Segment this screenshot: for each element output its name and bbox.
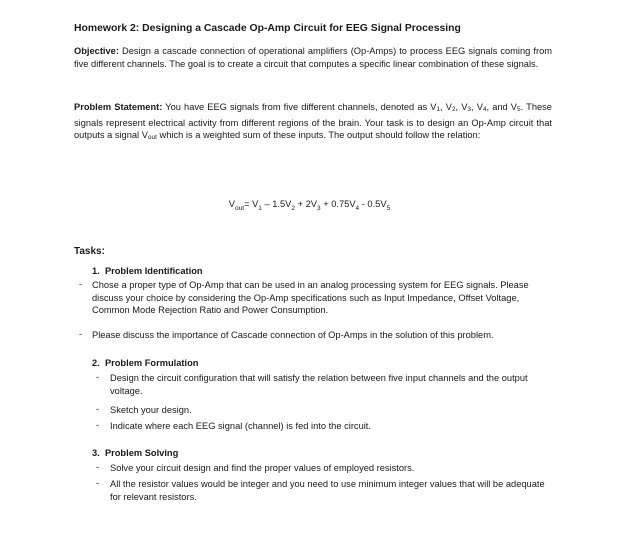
section-3-heading xyxy=(92,448,178,458)
eq-sign-3: + xyxy=(295,199,306,209)
eq-coef-2: 1.5 xyxy=(272,199,286,209)
list-item: Sketch your design. xyxy=(110,405,192,415)
section-2-number: 2. xyxy=(92,358,100,368)
list-item: Please discuss the importance of Cascade connection of Op-Amps in the solution of this problem. xyxy=(92,330,494,340)
eq-lhs-sub: out xyxy=(235,204,245,212)
list-item: Solve your circuit design and find the proper values of employed resistors. xyxy=(110,463,415,473)
eq-sign-4: + xyxy=(320,199,332,209)
section-1-number: 1. xyxy=(92,266,100,276)
section-1-heading xyxy=(92,266,203,276)
list-item: Indicate where each EEG signal (channel) is fed into the circuit. xyxy=(110,421,371,431)
section-3-title: Problem Solving xyxy=(104,448,179,458)
objective-text: Design a cascade connection of operational amplifiers (Op-Amps) to process EEG signals coming from five different channels. The goal is to create a circuit that computes a specific linear combination of these signals. xyxy=(74,46,552,69)
eq-lhs: V xyxy=(228,199,235,209)
problem-statement-label: Problem Statement: xyxy=(74,102,163,112)
eq-sub-3: 3 xyxy=(316,204,321,212)
bullet-dash: - xyxy=(96,420,100,430)
eq-coef-5: 0.5 xyxy=(367,199,381,209)
bullet-dash: - xyxy=(79,329,83,339)
bullet-dash: - xyxy=(96,478,100,488)
list-item: Design the circuit configuration that will satisfy the relation between five input channels and the output voltage. xyxy=(110,373,528,396)
list-item: Chose a proper type of Op-Amp that can be used in an analog processing system for EEG signals. Please discuss your choice by considering the Op-Amp specifications such as Input Impedance, Offset Voltage, Common Mode Rejection Ratio and Power Consumption. xyxy=(92,280,529,316)
tasks-heading: Tasks: xyxy=(74,246,105,257)
out-sub: out xyxy=(147,134,157,142)
objective-paragraph xyxy=(74,45,552,70)
eq-sub-2: 2 xyxy=(291,204,295,212)
section-2-title: Problem Formulation xyxy=(104,358,199,368)
problem-text-b: . These signals represent electrical activity from different regions of the brain. Your task is to design an Op-Amp circuit that outputs a signal V xyxy=(74,102,552,141)
eq-sign-5: - xyxy=(359,199,368,209)
problem-statement-paragraph: Problem Statement: You have EEG signals from five different channels, denoted as V1, V2, V3, V4, and V5. These signals represent electrical activity from different regions of the brain. Your task is to design an Op-Amp circuit that outputs a signal Vout which is a weighted sum of these inputs. The output should follow the relation: xyxy=(74,102,552,142)
eq-sign-1: = xyxy=(244,199,253,209)
problem-text-a: You have EEG signals from five different channels, denoted as V xyxy=(162,102,437,112)
section-2-heading xyxy=(92,358,198,368)
section-1-title: Problem Identification xyxy=(104,266,203,276)
bullet-dash: - xyxy=(96,372,100,382)
eq-sub-5: 5 xyxy=(386,204,391,212)
input-sub-4: 4 xyxy=(482,106,487,113)
document-title: Homework 2: Designing a Cascade Op-Amp Circuit for EEG Signal Processing xyxy=(74,23,461,34)
eq-coef-3: 2 xyxy=(305,199,311,209)
bullet-dash: - xyxy=(79,279,83,289)
input-sub-5: 5 xyxy=(517,106,521,113)
objective-label: Objective: xyxy=(74,46,119,56)
input-sub-1: 1 xyxy=(436,106,441,113)
output-equation: $V_{out}= V_1 - 1.5V_2 + 2V_3 + 0.75V_4 - 0.5V_5$ xyxy=(228,199,391,212)
eq-sub-4: 4 xyxy=(355,204,360,212)
eq-sub-1: 1 xyxy=(258,204,262,212)
input-sub-3: 3 xyxy=(467,106,472,113)
list-item: All the resistor values would be integer and you need to use minimum integer values that will be adequate for relevant resistors. xyxy=(110,479,545,502)
bullet-dash: - xyxy=(96,404,100,414)
bullet-dash: - xyxy=(96,462,100,472)
section-3-number: 3. xyxy=(92,448,100,458)
eq-coef-4: 0.75 xyxy=(331,199,350,209)
input-sub-2: 2 xyxy=(451,106,456,113)
problem-text-c: which is a weighted sum of these inputs. The output should follow the relation: xyxy=(156,130,481,141)
eq-sign-2: – xyxy=(261,199,273,209)
